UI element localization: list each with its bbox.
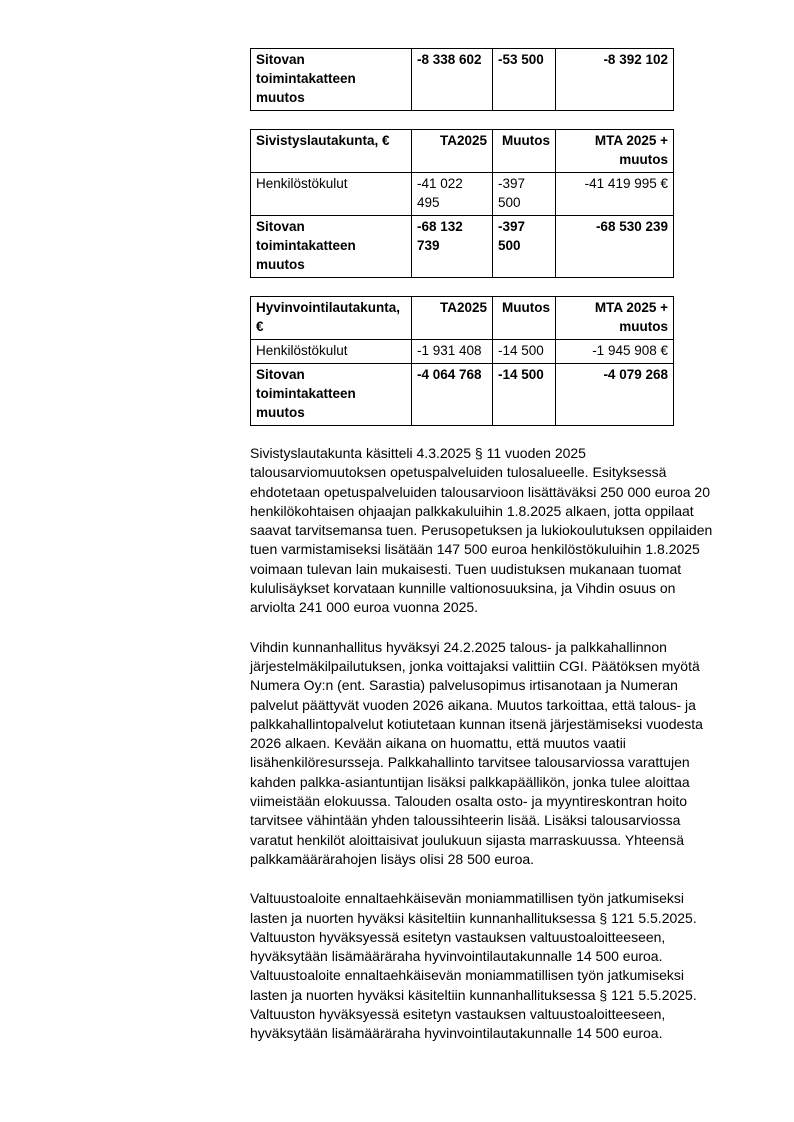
mta-value: -4 079 268 xyxy=(556,364,674,426)
header-label: Sivistyslautakunta, € xyxy=(251,130,412,173)
ta-value: -8 338 602 xyxy=(412,49,493,111)
mta-value: -1 945 908 € xyxy=(556,340,674,364)
mta-value: -41 419 995 € xyxy=(556,173,674,216)
budget-table-hyvinvointilautakunta xyxy=(250,296,674,426)
header-mta: MTA 2025 + muutos xyxy=(556,130,674,173)
row-label: Sitovan toimintakatteen muutos xyxy=(251,216,412,278)
table-row xyxy=(251,340,674,364)
header-muutos: Muutos xyxy=(493,297,556,340)
muutos-value: -14 500 xyxy=(493,340,556,364)
header-label: Hyvinvointilautakunta, € xyxy=(251,297,412,340)
header-ta: TA2025 xyxy=(412,297,493,340)
ta-value: -1 931 408 xyxy=(412,340,493,364)
row-label: Henkilöstökulut xyxy=(251,173,412,216)
paragraph-valtuustoaloite: Valtuustoaloite ennaltaehkäisevän moniammatillisen työn jatkumiseksi lasten ja nuorten hyväksi käsiteltiin kunnanhallituksessa § 121 5.5.2025. Valtuuston hyväksyessä esitetyn vastauksen valtuustoaloitteeseen, hyväksytään lisämääräraha hyvinvointilautakunnalle 14 500 euroa. Valtuustoaloite ennaltaehkäisevän moniammatillisen työn jatkumiseksi lasten ja nuorten hyväksi käsiteltiin kunnanhallituksessa § 121 5.5.2025. Valtuuston hyväksyessä esitetyn vastauksen valtuustoaloitteeseen, hyväksytään lisämääräraha hyvinvointilautakunnalle 14 500 euroa. xyxy=(250,890,697,1042)
header-ta: TA2025 xyxy=(412,130,493,173)
table-header-row xyxy=(251,297,674,340)
header-mta: MTA 2025 + muutos xyxy=(556,297,674,340)
muutos-value: -14 500 xyxy=(493,364,556,426)
table-row xyxy=(251,173,674,216)
budget-table-total xyxy=(250,48,674,111)
table-row xyxy=(251,216,674,278)
table-row xyxy=(251,49,674,111)
ta-value: -68 132 739 xyxy=(412,216,493,278)
muutos-value: -397 500 xyxy=(493,173,556,216)
budget-table-sivistyslautakunta xyxy=(250,129,674,278)
row-label: Sitovan toimintakatteen muutos xyxy=(251,364,412,426)
row-label: Henkilöstökulut xyxy=(251,340,412,364)
body-text xyxy=(250,444,725,1044)
mta-value: -68 530 239 xyxy=(556,216,674,278)
header-muutos: Muutos xyxy=(493,130,556,173)
ta-value: -41 022 495 xyxy=(412,173,493,216)
ta-value: -4 064 768 xyxy=(412,364,493,426)
document-page xyxy=(250,48,725,1064)
mta-value: -8 392 102 xyxy=(556,49,674,111)
muutos-value: -53 500 xyxy=(493,49,556,111)
muutos-value: -397 500 xyxy=(493,216,556,278)
table-row xyxy=(251,364,674,426)
paragraph-sivistyslautakunta: Sivistyslautakunta käsitteli 4.3.2025 § 11 vuoden 2025 talousarviomuutoksen opetuspalveluiden tulosalueelle. Esityksessä ehdotetaan opetuspalveluiden talousarvioon lisättäväksi 250 000 euroa 20 henkilökohtaisen ohjaajan palkkakuluihin 1.8.2025 alkaen, jotta oppilaat saavat tarvitsemansa tuen. Perusopetuksen ja lukiokoulutuksen oppilaiden tuen varmistamiseksi lisätään 147 500 euroa henkilöstökuluihin 1.8.2025 voimaan tulevan lain mukaisesti. Tuen uudistuksen mukanaan tuomat kululisäykset korvataan kunnille valtionosuuksina, ja Vihdin osuus on arviolta 241 000 euroa vuonna 2025. xyxy=(250,445,713,616)
row-label: Sitovan toimintakatteen muutos xyxy=(251,49,412,111)
table-header-row xyxy=(251,130,674,173)
paragraph-kunnanhallitus: Vihdin kunnanhallitus hyväksyi 24.2.2025 talous- ja palkkahallinnon järjestelmäkilpailutuksen, jonka voittajaksi valittiin CGI. Päätöksen myötä Numera Oy:n (ent. Sarastia) palvelusopimus irtisanotaan ja Numeran palvelut päättyvät vuoden 2026 aikana. Muutos tarkoittaa, että talous- ja palkkahallintopalvelut kotiutetaan kunnan itsenä järjestämiseksi vuodesta 2026 alkaen. Kevään aikana on huomattu, että muutos vaatii lisähenkilöresursseja. Palkkahallinto tarvitsee talousarviossa varattujen kahden palkka-asiantuntijan lisäksi palkkapäällikön, jonka tulee aloittaa viimeistään elokuussa. Talouden osalta osto- ja myyntireskontran hoito tarvitsee vähintään yhden taloussihteerin lisää. Lisäksi talousarviossa varatut henkilöt aloittaisivat joulukuun sijasta marraskuussa. Yhteensä palkkamäärärahojen lisäys olisi 28 500 euroa. xyxy=(250,638,703,867)
